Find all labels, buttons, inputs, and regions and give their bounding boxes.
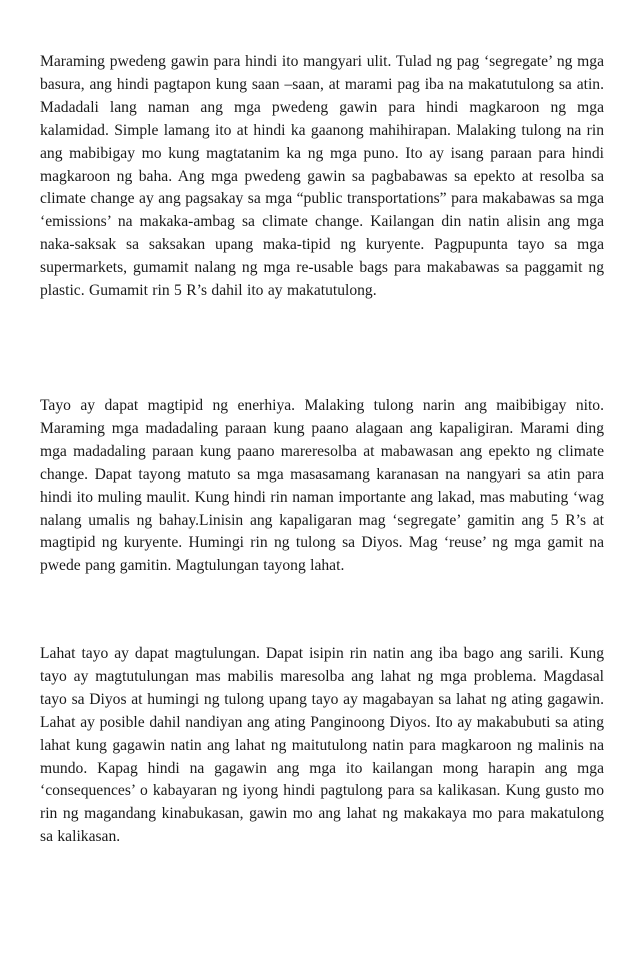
paragraph-1: Maraming pwedeng gawin para hindi ito mangyari ulit. Tulad ng pag ‘segregate’ ng mga basura, ang hindi pagtapon kung saan –saan, at marami pag iba na makatutulong sa atin. Madadali lang naman ang mga pwedeng gawin para hindi magkaroon ng mga kalamidad. Simple lamang ito at hindi ka gaanong mahihirapan. Malaking tulong na rin ang mabibigay mo kung magtatanim ka ng mga puno. Ito ay isang paraan para hindi magkaroon ng baha. Ang mga pwedeng gawin sa pagbabawas sa epekto at resolba sa climate change ay ang pagsakay sa mga “public transportations” para makabawas sa mga ‘emissions’ na makaka-ambag sa climate change. Kailangan din natin alisin ang mga naka-saksak sa saksakan upang maka-tipid ng kuryente. Pagpupunta tayo sa mga supermarkets, gumamit nalang ng mga re-usable bags para makabawas sa paggamit ng plastic. Gumamit rin 5 R’s dahil ito ay makatutulong. [40,53,604,300]
paragraph-3: Lahat tayo ay dapat magtulungan. Dapat isipin rin natin ang iba bago ang sarili. Kung tayo ay magtutulungan mas mabilis maresolba ang lahat ng mga problema. Magdasal tayo sa Diyos at humingi ng tulong upang tayo ay magabayan sa lahat ng ating gagawin. Lahat ay posible dahil nandiyan ang ating Panginoong Diyos. Ito ay makabubuti sa ating lahat kung gagawin natin ang lahat ng maitutulong natin para magkaroon ng malinis na mundo. Kapag hindi na gagawin ang mga ito kailangan mong harapin ang mga ‘consequences’ o kabayaran ng iyong hindi pagtulong para sa kalikasan. Kung gusto mo rin ng magandang kinabukasan, gawin mo ang lahat ng makakaya mo para makatulong sa kalikasan. [40,645,604,846]
paragraph-2: Tayo ay dapat magtipid ng enerhiya. Malaking tulong narin ang maibibigay nito. Maraming mga madadaling paraan kung paano alagaan ang kapaligiran. Marami ding mga madadaling paraan kung paano mareresolba at mabawasan ang epekto ng climate change. Dapat tayong matuto sa mga masasamang karanasan na nangyari sa atin para hindi ito muling maulit. Kung hindi rin naman importante ang lakad, mas mabuting ‘wag nalang umalis ng bahay.Linisin ang kapaligaran mag ‘segregate’ gamitin ang 5 R’s at magtipid ng kuryente. Humingi rin ng tulong sa Diyos. Mag ‘reuse’ ng mga gamit na pwede pang gamitin. Magtulungan tayong lahat. [40,397,604,575]
